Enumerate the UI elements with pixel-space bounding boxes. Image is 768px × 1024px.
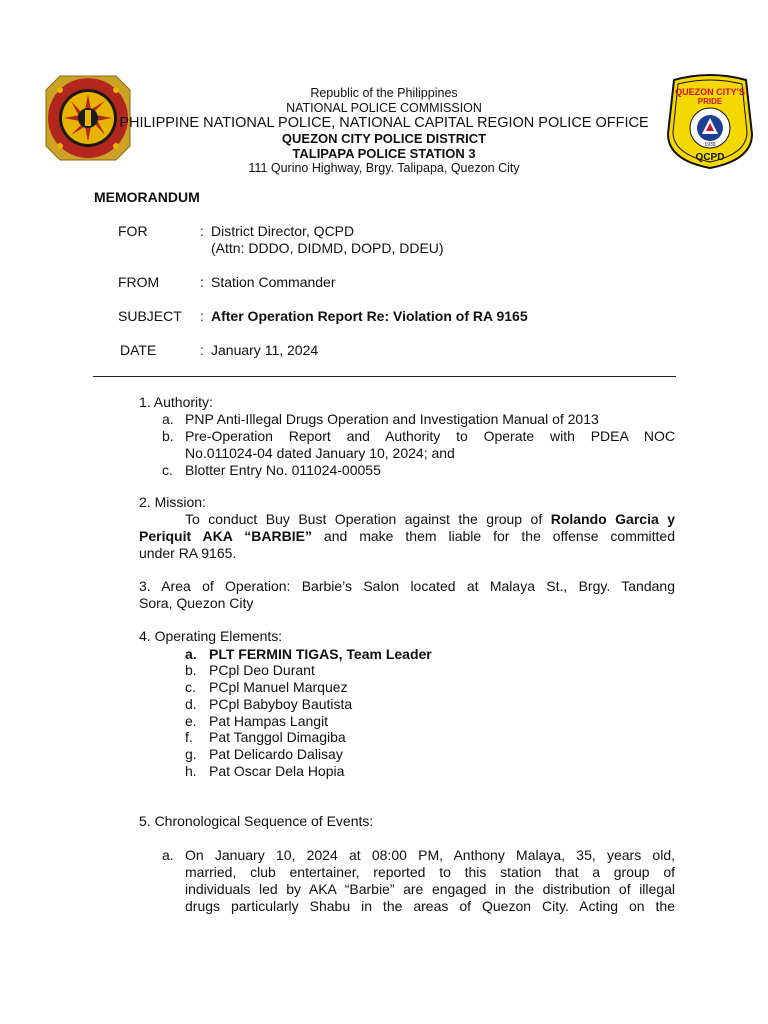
memo-from-value: Station Commander bbox=[211, 274, 336, 290]
authority-item-c: Blotter Entry No. 011024-00055 bbox=[185, 462, 381, 478]
element-member: Pat Oscar Dela Hopia bbox=[209, 763, 345, 779]
memo-subject-colon: : bbox=[200, 308, 204, 324]
element-marker: h. bbox=[185, 763, 197, 779]
qcpd-pride-text: PRIDE bbox=[697, 97, 723, 106]
mission-line-1a: To conduct Buy Bust Operation against the group of bbox=[185, 511, 551, 527]
memo-subject-value: After Operation Report Re: Violation of RA 9165 bbox=[211, 308, 528, 324]
element-member: Pat Tanggol Dimagiba bbox=[209, 729, 346, 745]
element-marker: f. bbox=[185, 729, 193, 745]
memo-from-label: FROM bbox=[118, 274, 160, 290]
element-marker: a. bbox=[185, 646, 197, 662]
element-member: Pat Hampas Langit bbox=[209, 713, 329, 729]
mission-line-1 bbox=[185, 511, 675, 528]
memo-for-label: FOR bbox=[118, 223, 148, 239]
mission-line-2b: and make them liable for the offense committed bbox=[311, 528, 676, 544]
chronology-heading: 5. Chronological Sequence of Events: bbox=[139, 813, 374, 829]
authority-item-c-marker: c. bbox=[162, 462, 173, 478]
memo-for-colon: : bbox=[200, 223, 204, 239]
chronology-line: married, club entertainer, reported to this station that a group of bbox=[185, 864, 675, 880]
memo-date-label: DATE bbox=[120, 342, 157, 358]
mission-line-3: under RA 9165. bbox=[139, 545, 237, 561]
memo-date-value: January 11, 2024 bbox=[211, 342, 319, 358]
letterhead bbox=[0, 86, 768, 176]
qcpd-year-text: 1939 bbox=[704, 142, 716, 148]
memo-for-attn: (Attn: DDDO, DIDMD, DOPD, DDEU) bbox=[211, 240, 444, 256]
letterhead-district: QUEZON CITY POLICE DISTRICT bbox=[281, 131, 487, 146]
mission-target-name: Rolando Garcia y bbox=[550, 511, 675, 527]
memo-from-colon: : bbox=[200, 274, 204, 290]
element-member: PCpl Manuel Marquez bbox=[209, 679, 348, 695]
memo-title: MEMORANDUM bbox=[94, 189, 200, 205]
authority-item-b-cont: No.011024-04 dated January 10, 2024; and bbox=[185, 445, 455, 461]
authority-heading: 1. Authority: bbox=[139, 394, 213, 410]
element-marker: b. bbox=[185, 662, 197, 678]
letterhead-napolcom: NATIONAL POLICE COMMISSION bbox=[286, 101, 482, 115]
chronology-line: drugs particularly Shabu in the areas of Quezon City. Acting on the bbox=[185, 898, 675, 914]
letterhead-pnp: PHILIPPINE NATIONAL POLICE, NATIONAL CAPITAL REGION POLICE OFFICE bbox=[119, 115, 649, 131]
authority-item-b-marker: b. bbox=[162, 428, 174, 444]
element-marker: e. bbox=[185, 713, 197, 729]
authority-item-b: Pre-Operation Report and Authority to Operate with PDEA NOC bbox=[185, 428, 675, 444]
header-divider bbox=[93, 376, 676, 377]
element-member: PCpl Deo Durant bbox=[209, 662, 315, 678]
area-line-1: 3. Area of Operation: Barbie’s Salon located at Malaya St., Brgy. Tandang bbox=[139, 578, 675, 594]
element-marker: g. bbox=[185, 746, 197, 762]
element-marker: d. bbox=[185, 696, 197, 712]
chronology-line: individuals led by AKA “Barbie” are engaged in the distribution of illegal bbox=[185, 881, 675, 897]
element-member: PCpl Babyboy Bautista bbox=[209, 696, 353, 712]
chronology-item-marker: a. bbox=[162, 847, 174, 863]
memo-date-colon: : bbox=[200, 342, 204, 358]
chronology-line: On January 10, 2024 at 08:00 PM, Anthony Malaya, 35, years old, bbox=[185, 847, 675, 863]
element-team-leader: PLT FERMIN TIGAS, Team Leader bbox=[209, 646, 432, 662]
area-line-2: Sora, Quezon City bbox=[139, 595, 254, 611]
element-marker: c. bbox=[185, 679, 196, 695]
mission-line-2 bbox=[139, 528, 675, 545]
letterhead-republic: Republic of the Philippines bbox=[310, 86, 458, 100]
authority-item-a-marker: a. bbox=[162, 411, 174, 427]
mission-target-alias: Periquit AKA “BARBIE” bbox=[139, 528, 312, 544]
elements-heading: 4. Operating Elements: bbox=[139, 628, 283, 644]
mission-heading: 2. Mission: bbox=[139, 494, 206, 510]
authority-item-a: PNP Anti-Illegal Drugs Operation and Investigation Manual of 2013 bbox=[185, 411, 599, 427]
memo-subject-label: SUBJECT bbox=[118, 308, 182, 324]
letterhead-address: 111 Qurino Highway, Brgy. Talipapa, Quezon City bbox=[248, 161, 520, 175]
element-member: Pat Delicardo Dalisay bbox=[209, 746, 343, 762]
memo-for-value: District Director, QCPD bbox=[211, 223, 355, 239]
qcpd-bottom-text: QCPD bbox=[695, 152, 725, 163]
qcpd-top-text: QUEZON CITY'S bbox=[675, 87, 745, 97]
letterhead-station: TALIPAPA POLICE STATION 3 bbox=[292, 146, 476, 161]
